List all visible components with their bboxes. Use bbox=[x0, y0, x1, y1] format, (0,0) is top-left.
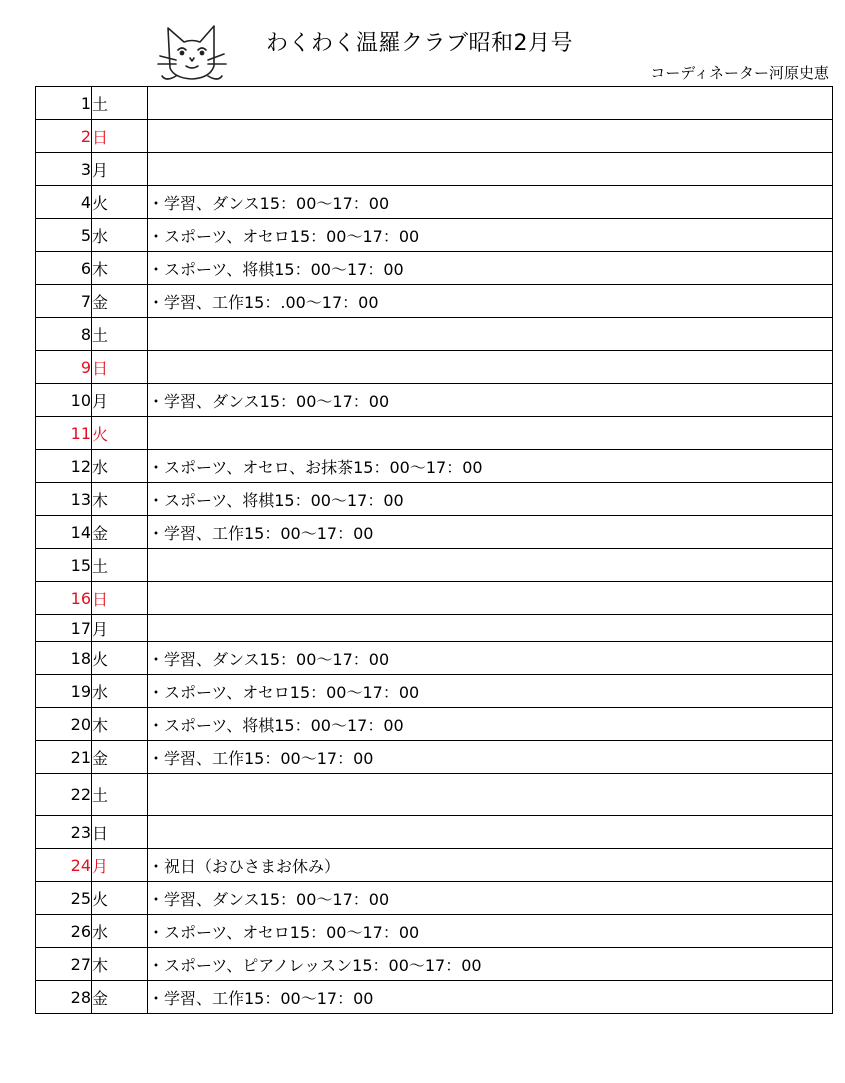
schedule-row bbox=[36, 675, 833, 708]
day-number: 18 bbox=[36, 642, 92, 675]
day-number: 28 bbox=[36, 981, 92, 1014]
weekday: 木 bbox=[92, 252, 148, 285]
coordinator-name: コーディネーター河原史恵 bbox=[650, 64, 829, 82]
day-number: 9 bbox=[36, 351, 92, 384]
weekday: 金 bbox=[92, 981, 148, 1014]
day-number: 4 bbox=[36, 186, 92, 219]
day-number: 16 bbox=[36, 582, 92, 615]
event-text bbox=[148, 549, 833, 582]
weekday: 水 bbox=[92, 675, 148, 708]
day-number: 6 bbox=[36, 252, 92, 285]
event-text bbox=[148, 120, 833, 153]
day-number: 13 bbox=[36, 483, 92, 516]
weekday: 土 bbox=[92, 318, 148, 351]
schedule-row bbox=[36, 285, 833, 318]
schedule-row bbox=[36, 483, 833, 516]
event-text: ・学習、ダンス15：00～17：00 bbox=[148, 642, 833, 675]
day-number: 2 bbox=[36, 120, 92, 153]
weekday: 水 bbox=[92, 450, 148, 483]
event-text bbox=[148, 774, 833, 816]
weekday: 火 bbox=[92, 186, 148, 219]
event-text: ・スポーツ、オセロ、お抹茶15：00～17：00 bbox=[148, 450, 833, 483]
weekday: 月 bbox=[92, 153, 148, 186]
day-number: 23 bbox=[36, 816, 92, 849]
day-number: 8 bbox=[36, 318, 92, 351]
schedule-row bbox=[36, 219, 833, 252]
weekday: 土 bbox=[92, 87, 148, 120]
event-text: ・スポーツ、将棋15：00～17：00 bbox=[148, 252, 833, 285]
weekday: 日 bbox=[92, 582, 148, 615]
event-text: ・スポーツ、オセロ15：00～17：00 bbox=[148, 675, 833, 708]
schedule-row bbox=[36, 708, 833, 741]
day-number: 3 bbox=[36, 153, 92, 186]
schedule-row bbox=[36, 615, 833, 642]
schedule-row bbox=[36, 549, 833, 582]
event-text bbox=[148, 615, 833, 642]
schedule-row bbox=[36, 849, 833, 882]
weekday: 日 bbox=[92, 816, 148, 849]
schedule-row bbox=[36, 87, 833, 120]
schedule-row bbox=[36, 948, 833, 981]
schedule-row bbox=[36, 741, 833, 774]
event-text: ・学習、工作15：00～17：00 bbox=[148, 741, 833, 774]
schedule-row bbox=[36, 252, 833, 285]
schedule-table bbox=[35, 86, 833, 1014]
weekday: 月 bbox=[92, 615, 148, 642]
day-number: 21 bbox=[36, 741, 92, 774]
schedule-row bbox=[36, 516, 833, 549]
event-text: ・祝日（おひさまお休み） bbox=[148, 849, 833, 882]
event-text bbox=[148, 582, 833, 615]
weekday: 水 bbox=[92, 219, 148, 252]
schedule-row bbox=[36, 384, 833, 417]
event-text: ・スポーツ、オセロ15：00～17：00 bbox=[148, 915, 833, 948]
event-text bbox=[148, 417, 833, 450]
event-text: ・学習、工作15：00～17：00 bbox=[148, 981, 833, 1014]
day-number: 15 bbox=[36, 549, 92, 582]
day-number: 22 bbox=[36, 774, 92, 816]
schedule-row bbox=[36, 816, 833, 849]
event-text bbox=[148, 87, 833, 120]
weekday: 土 bbox=[92, 774, 148, 816]
schedule-row bbox=[36, 417, 833, 450]
day-number: 5 bbox=[36, 219, 92, 252]
schedule-row bbox=[36, 774, 833, 816]
event-text: ・スポーツ、将棋15：00～17：00 bbox=[148, 708, 833, 741]
day-number: 26 bbox=[36, 915, 92, 948]
weekday: 土 bbox=[92, 549, 148, 582]
weekday: 金 bbox=[92, 741, 148, 774]
weekday: 火 bbox=[92, 417, 148, 450]
weekday: 木 bbox=[92, 708, 148, 741]
weekday: 木 bbox=[92, 483, 148, 516]
weekday: 木 bbox=[92, 948, 148, 981]
schedule-row bbox=[36, 915, 833, 948]
day-number: 14 bbox=[36, 516, 92, 549]
day-number: 27 bbox=[36, 948, 92, 981]
event-text: ・学習、ダンス15：00～17：00 bbox=[148, 384, 833, 417]
event-text: ・スポーツ、将棋15：00～17：00 bbox=[148, 483, 833, 516]
schedule-row bbox=[36, 981, 833, 1014]
weekday: 金 bbox=[92, 285, 148, 318]
cat-face-icon bbox=[152, 18, 232, 86]
event-text bbox=[148, 318, 833, 351]
schedule-row bbox=[36, 318, 833, 351]
event-text bbox=[148, 153, 833, 186]
schedule-row bbox=[36, 153, 833, 186]
schedule-row bbox=[36, 120, 833, 153]
event-text: ・学習、ダンス15：00～17：00 bbox=[148, 882, 833, 915]
weekday: 火 bbox=[92, 882, 148, 915]
weekday: 水 bbox=[92, 915, 148, 948]
page-title: わくわく温羅クラブ昭和2月号 bbox=[266, 31, 573, 56]
event-text bbox=[148, 351, 833, 384]
event-text: ・学習、工作15：00～17：00 bbox=[148, 516, 833, 549]
day-number: 19 bbox=[36, 675, 92, 708]
event-text bbox=[148, 816, 833, 849]
day-number: 24 bbox=[36, 849, 92, 882]
schedule-row bbox=[36, 582, 833, 615]
day-number: 12 bbox=[36, 450, 92, 483]
event-text: ・スポーツ、オセロ15：00～17：00 bbox=[148, 219, 833, 252]
schedule-row bbox=[36, 186, 833, 219]
day-number: 10 bbox=[36, 384, 92, 417]
weekday: 金 bbox=[92, 516, 148, 549]
schedule-row bbox=[36, 642, 833, 675]
schedule-row bbox=[36, 450, 833, 483]
weekday: 日 bbox=[92, 120, 148, 153]
weekday: 月 bbox=[92, 849, 148, 882]
event-text: ・学習、工作15：.00～17：00 bbox=[148, 285, 833, 318]
day-number: 11 bbox=[36, 417, 92, 450]
day-number: 25 bbox=[36, 882, 92, 915]
day-number: 20 bbox=[36, 708, 92, 741]
schedule-row bbox=[36, 882, 833, 915]
day-number: 7 bbox=[36, 285, 92, 318]
day-number: 1 bbox=[36, 87, 92, 120]
event-text: ・学習、ダンス15：00～17：00 bbox=[148, 186, 833, 219]
weekday: 日 bbox=[92, 351, 148, 384]
schedule-row bbox=[36, 351, 833, 384]
day-number: 17 bbox=[36, 615, 92, 642]
weekday: 火 bbox=[92, 642, 148, 675]
event-text: ・スポーツ、ピアノレッスン15：00～17：00 bbox=[148, 948, 833, 981]
weekday: 月 bbox=[92, 384, 148, 417]
